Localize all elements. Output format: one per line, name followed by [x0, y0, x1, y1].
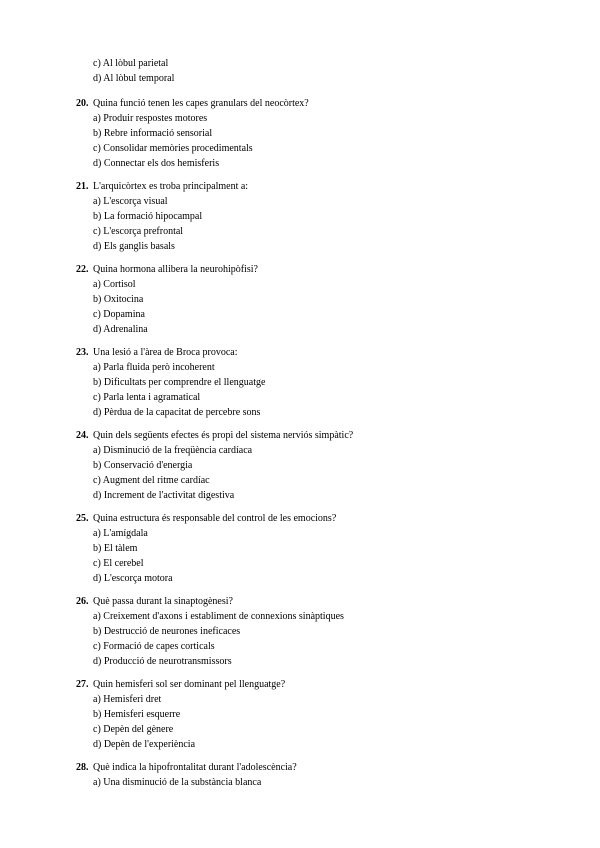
question-number: 25.: [76, 513, 89, 524]
answer-option: c) Formació de capes corticals: [93, 641, 215, 652]
answer-option: d) Adrenalina: [93, 324, 148, 335]
question-20: [76, 96, 309, 171]
question-number: 26.: [76, 596, 89, 607]
question-number: 20.: [76, 98, 89, 109]
answer-option: c) Al lòbul parietal: [93, 58, 169, 69]
answer-option: c) Depèn del gènere: [93, 724, 174, 735]
answer-option: a) Una disminució de la substància blanca: [93, 777, 262, 788]
question-text: Quina estructura és responsable del control de les emocions?: [93, 513, 337, 524]
question-23: [76, 345, 265, 420]
question-number: 22.: [76, 264, 89, 275]
question-text: Quin hemisferi sol ser dominant pel llenguatge?: [93, 679, 286, 690]
answer-option: b) La formació hipocampal: [93, 211, 203, 222]
answer-option: c) Consolidar memòries procedimentals: [93, 143, 253, 154]
answer-option: b) Oxitocina: [93, 294, 144, 305]
answer-option: a) Parla fluida però incoherent: [93, 362, 215, 373]
answer-option: d) Increment de l'activitat digestiva: [93, 490, 235, 501]
answer-option: a) Hemisferi dret: [93, 694, 162, 705]
answer-option: b) El tàlem: [93, 543, 138, 554]
question-text: Quina hormona allibera la neurohipòfisi?: [93, 264, 258, 275]
question-21: [76, 179, 248, 254]
answer-option: b) Destrucció de neurones ineficaces: [93, 626, 241, 637]
answer-option: b) Hemisferi esquerre: [93, 709, 181, 720]
answer-option: c) Dopamina: [93, 309, 145, 320]
answer-option: b) Rebre informació sensorial: [93, 128, 213, 139]
answer-option: a) L'amígdala: [93, 528, 148, 539]
question-26: [76, 594, 344, 669]
answer-option: d) Depèn de l'experiència: [93, 739, 196, 750]
answer-option: d) Els ganglis basals: [93, 241, 175, 252]
answer-option: a) Produir respostes motores: [93, 113, 208, 124]
question-27: [76, 677, 285, 752]
answer-option: c) El cerebel: [93, 558, 144, 569]
question-text: L'arquicòrtex es troba principalment a:: [93, 181, 249, 192]
question-text: Quin dels següents efectes és propi del sistema nerviós simpàtic?: [93, 430, 354, 441]
answer-option: c) Augment del ritme cardíac: [93, 475, 210, 486]
answer-option: a) Disminució de la freqüència cardíaca: [93, 445, 253, 456]
continued-options: [93, 56, 174, 86]
answer-option: b) Dificultats per comprendre el llenguatge: [93, 377, 266, 388]
question-25: [76, 511, 336, 586]
question-number: 28.: [76, 762, 89, 773]
question-number: 24.: [76, 430, 89, 441]
question-text: Què indica la hipofrontalitat durant l'adolescència?: [93, 762, 297, 773]
question-text: Quina funció tenen les capes granulars del neocòrtex?: [93, 98, 309, 109]
answer-option: d) Pèrdua de la capacitat de percebre sons: [93, 407, 261, 418]
question-text: Una lesió a l'àrea de Broca provoca:: [93, 347, 238, 358]
question-number: 23.: [76, 347, 89, 358]
question-number: 21.: [76, 181, 89, 192]
answer-option: a) Cortisol: [93, 279, 136, 290]
answer-option: d) Connectar els dos hemisferis: [93, 158, 220, 169]
answer-option: c) L'escorça prefrontal: [93, 226, 184, 237]
question-28: [76, 760, 297, 790]
answer-option: d) Al lòbul temporal: [93, 73, 175, 84]
answer-option: d) L'escorça motora: [93, 573, 173, 584]
answer-option: c) Parla lenta i agramatical: [93, 392, 201, 403]
answer-option: b) Conservació d'energia: [93, 460, 193, 471]
answer-option: a) Creixement d'axons i establiment de connexions sinàptiques: [93, 611, 344, 622]
answer-option: a) L'escorça visual: [93, 196, 168, 207]
question-text: Què passa durant la sinaptogènesi?: [93, 596, 233, 607]
question-22: [76, 262, 258, 337]
question-24: [76, 428, 353, 503]
question-number: 27.: [76, 679, 89, 690]
answer-option: d) Producció de neurotransmissors: [93, 656, 232, 667]
